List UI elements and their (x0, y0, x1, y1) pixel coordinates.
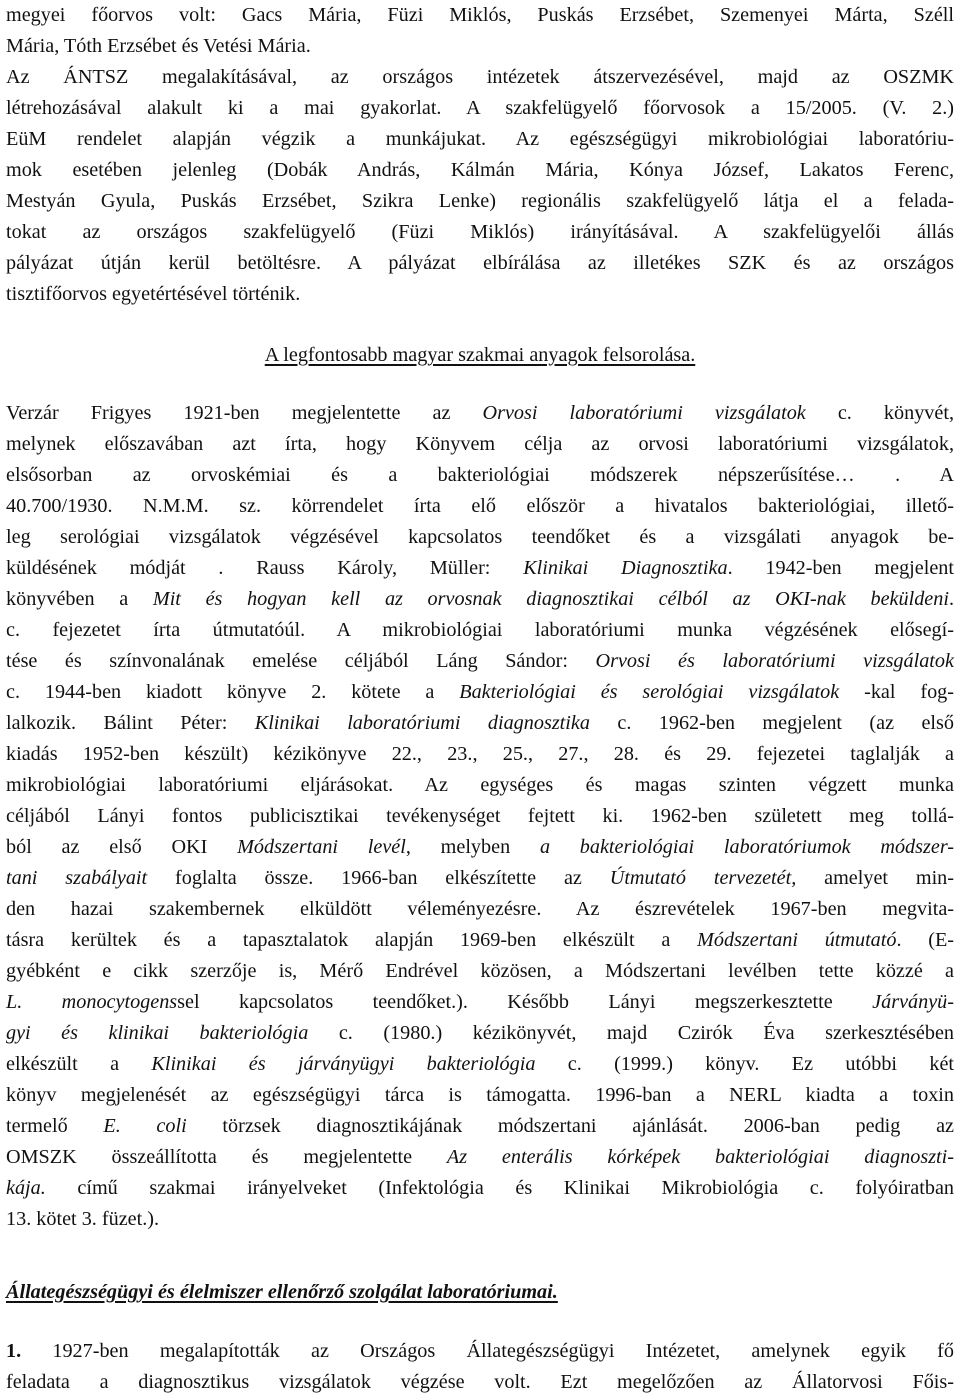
italic-title: L. monocytogens (6, 991, 178, 1013)
line-text: c. (1999.) könyv. Ez utóbbi két (535, 1053, 955, 1075)
italic-title: tani szabályait (6, 867, 148, 889)
italic-title: gyi és klinikai bakteriológia (6, 1022, 309, 1044)
italic-title: Módszertani levél (237, 836, 406, 858)
line-text: elkészült a (6, 1053, 152, 1075)
line-text: , melyben (405, 836, 540, 858)
line-text: gyébként e cikk szerzője is, Mérő Endrével közösen, a Módszertani levélben tette közzé a (6, 960, 954, 982)
text-line (6, 801, 954, 832)
line-text: c. 1962-ben megjelent (az első (589, 712, 954, 734)
line-text: feladata a diagnosztikus vizsgálatok végzése volt. Ezt megelőzően az Állatorvosi Főis- (6, 1371, 954, 1393)
text-line (6, 1111, 954, 1142)
italic-title: Bakteriológiai és serológiai vizsgálatok (459, 681, 840, 703)
text-line (6, 1367, 954, 1398)
line-text: c. fejezetet írta útmutatóúl. A mikrobiológiai laboratóriumi munka végzésének elősegí- (6, 619, 954, 641)
line-text: den hazai szakembernek elküldött véleményezésre. Az észrevételek 1967-ben megvita- (6, 898, 954, 920)
text-line (6, 1173, 954, 1204)
text-line (6, 646, 954, 677)
text-line (6, 217, 954, 248)
line-text: tisztifőorvos egyetértésével történik. (6, 283, 301, 305)
italic-title: E. coli (103, 1115, 187, 1137)
text-line (6, 62, 954, 93)
line-text: Az ÁNTSZ megalakításával, az országos intézetek átszervezésével, majd az OSZMK (6, 66, 954, 88)
text-line (6, 770, 954, 801)
line-text: pályázat útján kerül betöltésre. A pályázat elbírálása az illetékes SZK és az országos (6, 252, 954, 274)
text-line (6, 31, 954, 62)
line-text: mikrobiológiai laboratóriumi eljárásokat. Az egységes és magas szinten végzett munka (6, 774, 954, 796)
heading-text: A legfontosabb magyar szakmai anyagok felsorolása. (264, 344, 696, 366)
line-text: amelyet min- (796, 867, 954, 889)
line-text: Verzár Frigyes 1921-ben megjelentette az (6, 402, 483, 424)
section-heading-hungarian-materials (0, 340, 960, 371)
line-text: sel kapcsolatos teendőket.). Később Lányi megszerkesztette (177, 991, 873, 1013)
text-line (6, 248, 954, 279)
text-line (6, 708, 954, 739)
heading-text: Állategészségügyi és élelmiszer ellenőrző szolgálat laboratóriumai. (6, 1281, 558, 1303)
italic-title: a bakteriológiai laboratóriumok módszer- (539, 836, 954, 858)
line-text: 13. kötet 3. füzet.). (6, 1208, 160, 1230)
line-text: küldésének módját . Rauss Károly, Müller: (6, 557, 524, 579)
italic-title: Az enterális kórképek bakteriológiai diagnoszti- (446, 1146, 954, 1168)
line-text: lalkozik. Bálint Péter: (6, 712, 255, 734)
text-line (6, 279, 954, 310)
italic-title: Orvosi laboratóriumi vizsgálatok (482, 402, 806, 424)
line-text: tásra kerültek és a tapasztalatok alapján 1969-ben elkészült a (6, 929, 698, 951)
italic-title: Mit és hogyan kell az orvosnak diagnosztikai célból az OKI-nak beküldeni (152, 588, 949, 610)
text-line (6, 1080, 954, 1111)
text-line (6, 832, 954, 863)
text-line (6, 677, 954, 708)
line-text: . (948, 588, 954, 610)
italic-title: Klinikai és járványügyi bakteriológia (151, 1053, 536, 1075)
line-text: könyvében a (6, 588, 153, 610)
text-line (6, 987, 954, 1018)
line-text: kiadás 1952-ben készült) kézikönyve 22., 23., 25., 27., 28. és 29. fejezetei taglalják a (6, 743, 954, 765)
text-line (6, 1049, 954, 1080)
line-text: . 1942-ben megjelent (727, 557, 955, 579)
italic-title: kája. (6, 1177, 46, 1199)
text-line (6, 1142, 954, 1173)
text-line (6, 491, 954, 522)
line-text: megyei főorvos volt: Gacs Mária, Füzi Miklós, Puskás Erzsébet, Szemenyei Márta, Széll (6, 4, 954, 26)
line-text: 40.700/1930. N.M.M. sz. körrendelet írta elő először a hivatalos bakteriológiai, illető- (6, 495, 954, 517)
text-line (6, 863, 954, 894)
text-line (6, 739, 954, 770)
italic-title: Útmutató tervezetét, (609, 867, 797, 889)
section-heading-veterinary-labs (6, 1277, 954, 1308)
text-line (6, 124, 954, 155)
text-line (6, 615, 954, 646)
line-text: tése és színvonalának emelése céljából Láng Sándor: (6, 650, 596, 672)
line-text: Mestyán Gyula, Puskás Erzsébet, Szikra Lenke) regionális szakfelügyelő látja el a felada- (6, 190, 954, 212)
line-text: mok esetében jelenleg (Dobák András, Kálmán Mária, Kónya József, Lakatos Ferenc, (6, 159, 954, 181)
text-line (6, 956, 954, 987)
text-line (6, 460, 954, 491)
text-line (6, 0, 954, 31)
line-text: tokat az országos szakfelügyelő (Füzi Miklós) irányításával. A szakfelügyelői állás (6, 221, 954, 243)
line-text: -kal fog- (839, 681, 954, 703)
line-text: c. könyvét, (805, 402, 954, 424)
line-text: c. (1980.) kézikönyvét, majd Czirók Éva szerkesztésében (308, 1022, 955, 1044)
line-text: c. 1944-ben kiadott könyve 2. kötete a (6, 681, 460, 703)
line-text: ból az első OKI (6, 836, 238, 858)
line-text: termelő (6, 1115, 104, 1137)
italic-title: Klinikai Diagnosztika (523, 557, 728, 579)
line-text: foglalta össze. 1966-ban elkészítette az (147, 867, 610, 889)
line-text: leg serológiai vizsgálatok végzésével kapcsolatos teendőket és a vizsgálati anyagok be- (6, 526, 954, 548)
line-text: OMSZK összeállította és megjelentette (6, 1146, 447, 1168)
line-text: elsősorban az orvoskémiai és a bakteriológiai módszerek népszerűsítése… . A (6, 464, 954, 486)
italic-title: Járványü- (872, 991, 954, 1013)
line-text: Mária, Tóth Erzsébet és Vetési Mária. (6, 35, 311, 57)
text-line (6, 925, 954, 956)
italic-title: Orvosi és laboratóriumi vizsgálatok (595, 650, 954, 672)
line-text: törzsek diagnosztikájának módszertani ajánlását. 2006-ban pedig az (186, 1115, 954, 1137)
line-text: melynek előszavában azt írta, hogy Könyvem célja az orvosi laboratóriumi vizsgálatok, (6, 433, 954, 455)
line-text: céljából Lányi fontos publicisztikai tevékenységet fejtett ki. 1962-ben született meg tollá- (6, 805, 954, 827)
line-text: 1927-ben megalapították az Országos Állategészségügyi Intézetet, amelynek egyik fő (21, 1340, 954, 1362)
text-line (6, 155, 954, 186)
text-line (6, 1018, 954, 1049)
text-line (6, 553, 954, 584)
text-line (6, 398, 954, 429)
list-number: 1. (6, 1340, 22, 1362)
line-text: című szakmai irányelveket (Infektológia és Klinikai Mikrobiológia c. folyóiratban (45, 1177, 954, 1199)
text-line (6, 186, 954, 217)
text-line (6, 429, 954, 460)
text-line (6, 584, 954, 615)
text-line (6, 93, 954, 124)
line-text: könyv megjelenését az egészségügyi tárca is támogatta. 1996-ban a NERL kiadta a toxin (6, 1084, 954, 1106)
text-line (6, 522, 954, 553)
text-line (6, 1336, 954, 1367)
italic-title: Módszertani útmutató (697, 929, 897, 951)
text-line (6, 894, 954, 925)
line-text: létrehozásával alakult ki a mai gyakorlat. A szakfelügyelő főorvosok a 15/2005. (V. 2.) (6, 97, 954, 119)
line-text: EüM rendelet alapján végzik a munkájukat. Az egészségügyi mikrobiológiai laboratóriu- (6, 128, 954, 150)
text-line (6, 1204, 954, 1235)
line-text: . (E- (896, 929, 955, 951)
italic-title: Klinikai laboratóriumi diagnosztika (254, 712, 590, 734)
